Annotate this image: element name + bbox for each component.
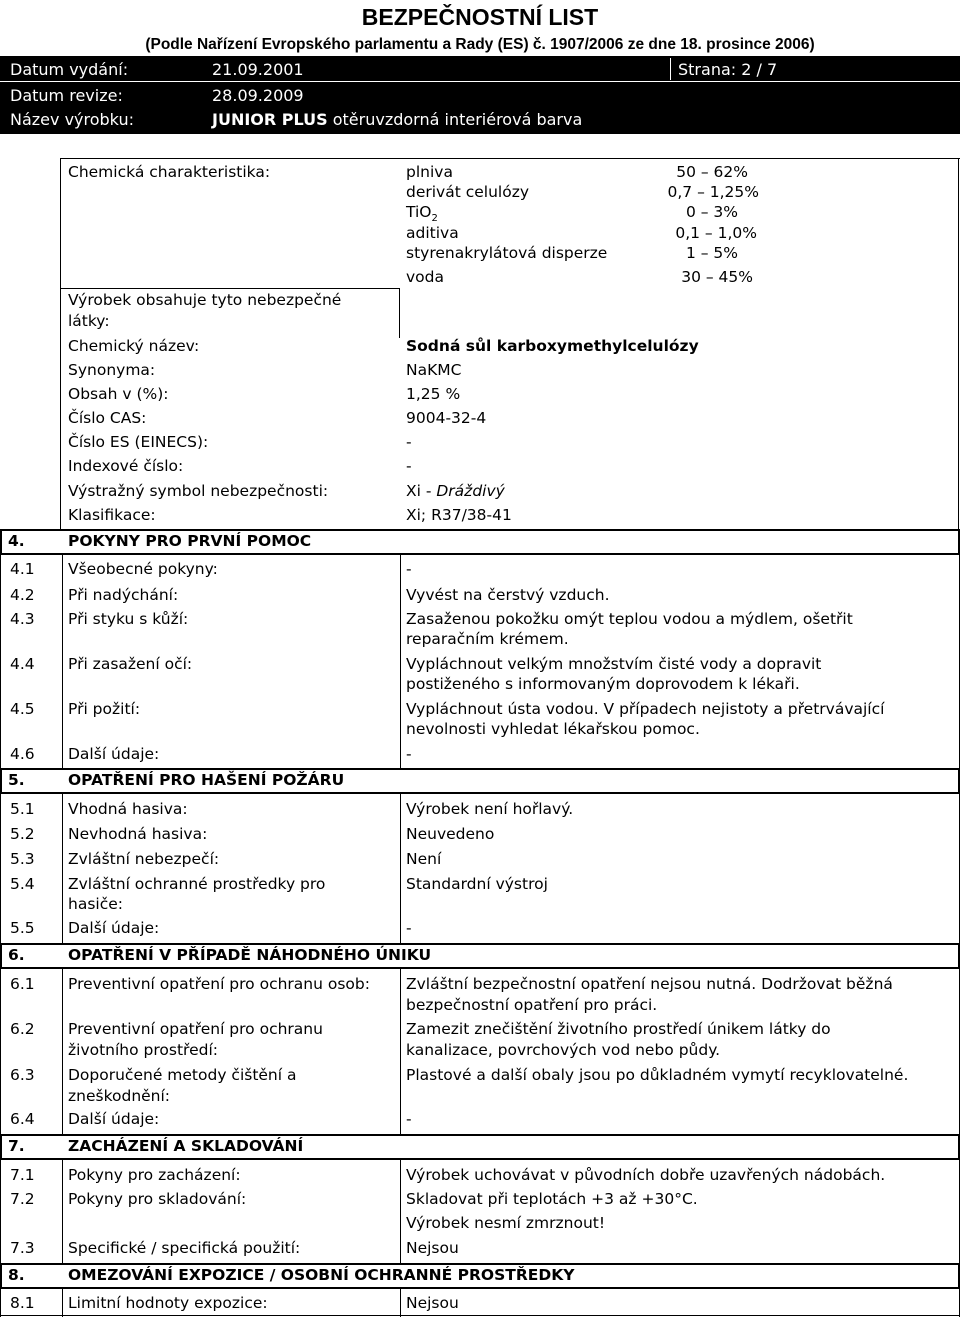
- component-name: styrenakrylátová disperze: [406, 244, 608, 262]
- row-value: Výrobek není hořlavý.: [406, 800, 574, 818]
- row-label: Vhodná hasiva:: [68, 800, 188, 818]
- section-6-title: OPATŘENÍ V PŘÍPADĚ NÁHODNÉHO ÚNIKU: [68, 946, 432, 964]
- row-value: Vyvést na čerstvý vzduch.: [406, 586, 610, 604]
- field-value: -: [406, 433, 412, 451]
- section-7-title: ZACHÁZENÍ A SKLADOVÁNÍ: [68, 1137, 304, 1155]
- box-left-border: [60, 158, 61, 530]
- row-value: Zvláštní bezpečnostní opatření nejsou nutná. Dodržovat běžná: [406, 975, 893, 993]
- section-4-title: POKYNY PRO PRVNÍ POMOC: [68, 532, 312, 550]
- box-rule: [60, 288, 400, 289]
- row-value: Výrobek uchovávat v původních dobře uzavřených nádobách.: [406, 1166, 886, 1184]
- component-value: 0,7 – 1,25%: [667, 183, 759, 201]
- row-number: 4.5: [10, 700, 35, 718]
- hazard-symbol: [406, 482, 505, 500]
- row-number: 5.1: [10, 800, 35, 818]
- issue-date-label: Datum vydání:: [10, 60, 129, 79]
- field-label: Číslo ES (EINECS):: [68, 433, 209, 451]
- row-number: 4.2: [10, 586, 35, 604]
- section-8-left: [0, 1263, 2, 1288]
- row-number: 5.2: [10, 825, 35, 843]
- row-label: Pokyny pro skladování:: [68, 1190, 247, 1208]
- row-label: Při styku s kůží:: [68, 610, 189, 628]
- product-name-label: Název výrobku:: [10, 110, 134, 129]
- hazard-intro: Výrobek obsahuje tyto nebezpečné: [68, 291, 342, 309]
- grid-line: [62, 794, 63, 943]
- row-label: Pokyny pro zacházení:: [68, 1166, 241, 1184]
- section-6-left: [0, 943, 2, 968]
- hazard-desc: Dráždivý: [436, 482, 505, 500]
- row-number: 6.2: [10, 1020, 35, 1038]
- field-label: Indexové číslo:: [68, 457, 184, 475]
- row-value: Standardní výstroj: [406, 875, 548, 893]
- field-value: NaKMC: [406, 361, 462, 379]
- row-label: Všeobecné pokyny:: [68, 560, 218, 578]
- row-value: Zamezit znečištění životního prostředí únikem látky do: [406, 1020, 831, 1038]
- section-7-bottom: [0, 1158, 960, 1160]
- document-title: BEZPEČNOSTNÍ LIST: [361, 4, 599, 30]
- section-4-bottom: [0, 553, 960, 555]
- row-label: Zvláštní nebezpečí:: [68, 850, 220, 868]
- row-number: 6.1: [10, 975, 35, 993]
- row-label: Preventivní opatření pro ochranu: [68, 1020, 323, 1038]
- grid-line: [400, 1160, 401, 1263]
- row-value-cont: bezpečnostní opatření pro práci.: [406, 996, 658, 1014]
- row-number: 7.3: [10, 1239, 35, 1257]
- row-label: Další údaje:: [68, 1110, 160, 1128]
- row-value-cont: postiženého s informovaným doprovodem k lékaři.: [406, 675, 800, 693]
- row-label: Specifické / specifická použití:: [68, 1239, 301, 1257]
- page-number: Strana: 2 / 7: [678, 60, 778, 79]
- grid-line: [62, 969, 63, 1134]
- section-4-top: [0, 529, 960, 531]
- header-rule: [0, 81, 960, 82]
- grid-line: [400, 555, 401, 768]
- row-label: Při zasažení očí:: [68, 655, 193, 673]
- row-value: -: [406, 560, 412, 578]
- row-value: -: [406, 1110, 412, 1128]
- row-label: Doporučené metody čištění a: [68, 1066, 297, 1084]
- grid-line: [0, 969, 1, 1134]
- field-value: 1,25 %: [406, 385, 461, 403]
- row-number: 5.5: [10, 919, 35, 937]
- section-5-title: OPATŘENÍ PRO HAŠENÍ POŽÁRU: [68, 771, 345, 789]
- hazard-code: Xi -: [406, 482, 437, 500]
- section-7-top: [0, 1134, 960, 1136]
- row-label-cont: hasiče:: [68, 895, 123, 913]
- revision-date-label: Datum revize:: [10, 86, 123, 105]
- row-number: 4.1: [10, 560, 35, 578]
- grid-line: [400, 1289, 401, 1317]
- product-name-brand: JUNIOR PLUS: [212, 110, 328, 129]
- grid-line: [400, 969, 401, 1134]
- section-5-top: [0, 768, 960, 770]
- section-8-top: [0, 1263, 960, 1265]
- chemical-name: Sodná sůl karboxymethylcelulózy: [406, 337, 699, 355]
- row-value-cont: kanalizace, povrchových vod nebo půdy.: [406, 1041, 721, 1059]
- composition-label: Chemická charakteristika:: [68, 163, 271, 181]
- field-label: Synonyma:: [68, 361, 156, 379]
- component-value: 0 – 3%: [685, 203, 738, 221]
- section-5-bottom: [0, 792, 960, 794]
- revision-date: 28.09.2009: [212, 86, 304, 105]
- product-name-desc: otěruvzdorná interiérová barva: [327, 110, 583, 129]
- row-label: Nevhodná hasiva:: [68, 825, 208, 843]
- section-6-bottom: [0, 967, 960, 969]
- box-top-border: [60, 158, 960, 159]
- row-number: 7.1: [10, 1166, 35, 1184]
- row-value-cont: reparačním krémem.: [406, 630, 569, 648]
- section-5-left: [0, 768, 2, 793]
- field-label: Chemický název:: [68, 337, 200, 355]
- row-label-cont: životního prostředí:: [68, 1041, 218, 1059]
- row-value: -: [406, 745, 412, 763]
- row-label: Při nadýchání:: [68, 586, 179, 604]
- row-value: Nejsou: [406, 1294, 459, 1312]
- row-number: 7.2: [10, 1190, 35, 1208]
- field-label: Klasifikace:: [68, 506, 156, 524]
- section-4-left: [0, 529, 2, 554]
- row-label: Limitní hodnoty expozice:: [68, 1294, 268, 1312]
- field-value: 9004-32-4: [406, 409, 487, 427]
- row-value-cont: nevolnosti vyhledat lékařskou pomoc.: [406, 720, 700, 738]
- box-column-rule: [399, 288, 400, 338]
- row-number: 4.3: [10, 610, 35, 628]
- grid-line: [0, 794, 1, 943]
- component-value: 0,1 – 1,0%: [675, 224, 757, 242]
- row-label: Zvláštní ochranné prostředky pro: [68, 875, 326, 893]
- row-value: Zasaženou pokožku omýt teplou vodou a mýdlem, ošetřit: [406, 610, 853, 628]
- field-value: -: [406, 457, 412, 475]
- row-value: -: [406, 919, 412, 937]
- field-label: Číslo CAS:: [68, 409, 147, 427]
- row-number: 4.4: [10, 655, 35, 673]
- section-8-bottom: [0, 1287, 960, 1289]
- component-name: voda: [406, 268, 444, 286]
- component-value: 30 – 45%: [681, 268, 753, 286]
- row-number: 6.4: [10, 1110, 35, 1128]
- component-value: 50 – 62%: [676, 163, 748, 181]
- grid-line: [0, 555, 1, 768]
- row-value: Není: [406, 850, 442, 868]
- row-value: Neuvedeno: [406, 825, 495, 843]
- grid-line: [62, 1289, 63, 1317]
- field-label: Výstražný symbol nebezpečnosti:: [68, 482, 329, 500]
- section-6-top: [0, 943, 960, 945]
- section-7-left: [0, 1134, 2, 1159]
- product-name: [212, 110, 582, 129]
- row-label-cont: zneškodnění:: [68, 1087, 171, 1105]
- row-value-cont: Výrobek nesmí zmrznout!: [406, 1214, 606, 1232]
- grid-line: [400, 794, 401, 943]
- row-label: Preventivní opatření pro ochranu osob:: [68, 975, 370, 993]
- component-name: plniva: [406, 163, 453, 181]
- component-name: aditiva: [406, 224, 459, 242]
- row-label: Další údaje:: [68, 745, 160, 763]
- section-4-number: 4.: [8, 532, 25, 550]
- document-subtitle: (Podle Nařízení Evropského parlamentu a Rady (ES) č. 1907/2006 ze dne 18. prosince 2006): [145, 36, 815, 53]
- row-number: 4.6: [10, 745, 35, 763]
- row-number: 8.1: [10, 1294, 35, 1312]
- header-divider: [670, 58, 671, 80]
- box-right-border: [958, 158, 959, 530]
- section-8-title: OMEZOVÁNÍ EXPOZICE / OSOBNÍ OCHRANNÉ PROSTŘEDKY: [68, 1266, 575, 1284]
- section-6-number: 6.: [8, 946, 25, 964]
- issue-date: 21.09.2001: [212, 60, 304, 79]
- row-value: Nejsou: [406, 1239, 459, 1257]
- grid-line: [0, 1289, 1, 1317]
- grid-line: [0, 1160, 1, 1263]
- field-value: Xi; R37/38-41: [406, 506, 512, 524]
- row-value: Skladovat při teplotách +3 až +30°C.: [406, 1190, 698, 1208]
- section-7-number: 7.: [8, 1137, 25, 1155]
- row-number: 6.3: [10, 1066, 35, 1084]
- row-label: Při požití:: [68, 700, 141, 718]
- section-5-number: 5.: [8, 771, 25, 789]
- field-label: Obsah v (%):: [68, 385, 169, 403]
- component-name: [406, 203, 438, 224]
- row-number: 5.3: [10, 850, 35, 868]
- component-name: derivát celulózy: [406, 183, 530, 201]
- grid-line: [62, 1160, 63, 1263]
- section-8-number: 8.: [8, 1266, 25, 1284]
- component-subscript: 2: [431, 213, 438, 225]
- row-value: Vypláchnout ústa vodou. V případech nejistoty a přetrvávající: [406, 700, 885, 718]
- component-value: 1 – 5%: [685, 244, 738, 262]
- component-formula: TiO: [406, 203, 432, 221]
- row-value: Plastové a další obaly jsou po důkladném vymytí recyklovatelné.: [406, 1066, 909, 1084]
- row-value: Vypláchnout velkým množstvím čisté vody a dopravit: [406, 655, 822, 673]
- row-number: 5.4: [10, 875, 35, 893]
- grid-line: [62, 555, 63, 768]
- grid-line: [0, 1315, 960, 1316]
- hazard-intro-cont: látky:: [68, 312, 110, 330]
- row-label: Další údaje:: [68, 919, 160, 937]
